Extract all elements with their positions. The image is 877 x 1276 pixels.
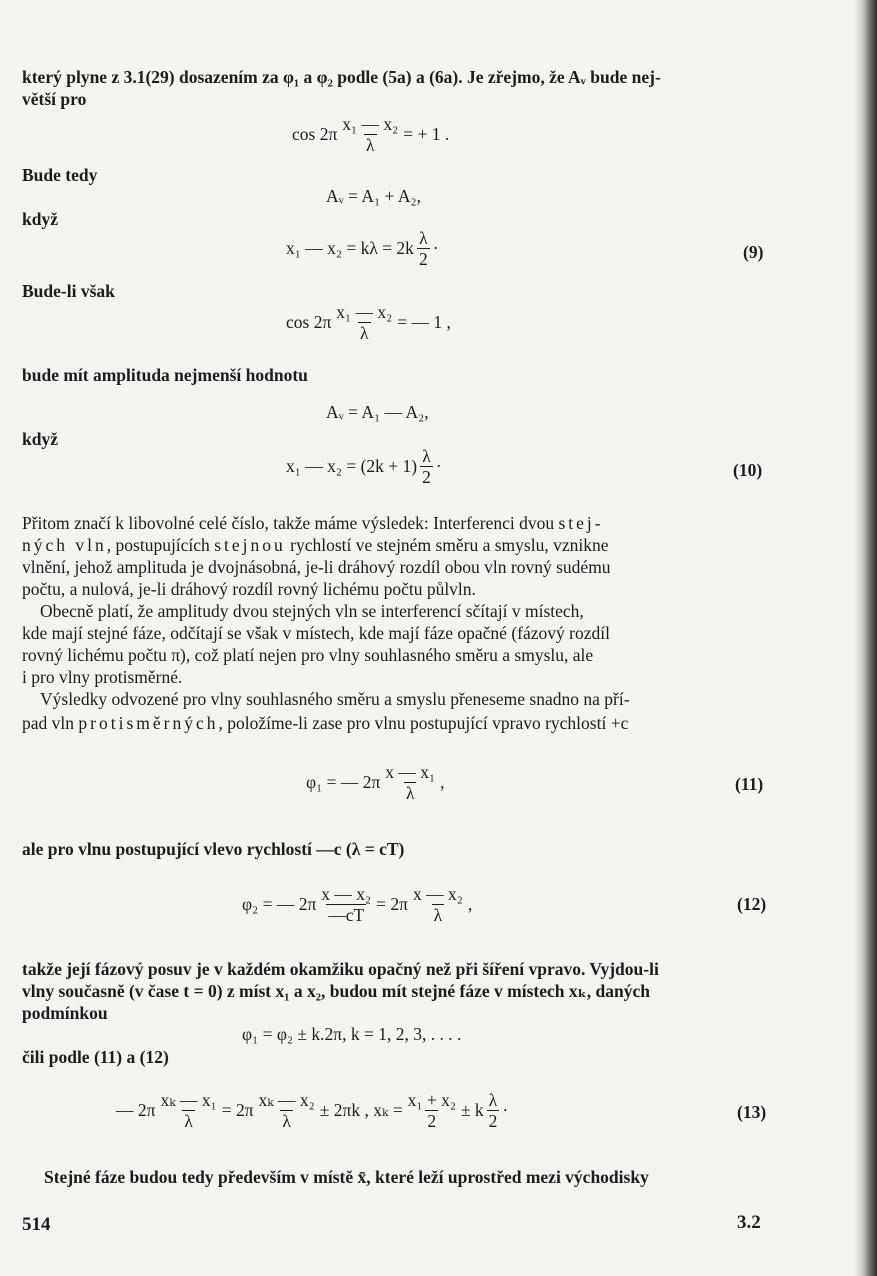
denominator: λ (405, 783, 415, 803)
numerator: λ (422, 446, 431, 466)
eq-part: = + 1 . (403, 124, 450, 144)
equation-amplitude-diff: Aᵥ = A₁ — A₂, (326, 402, 429, 422)
equation-12 (242, 884, 472, 925)
text-run: Přitom značí k libovolné celé číslo, takže máme výsledek: Interferenci dvou (22, 513, 555, 533)
page-number: 514 (22, 1214, 51, 1235)
equation-number-10: (10) (733, 460, 763, 480)
eq-part: φ₂ = — 2π (242, 894, 317, 914)
denominator: 2 (427, 1111, 437, 1131)
text-bude-tedy: Bude tedy (22, 165, 98, 185)
paragraph-2-line-1: Obecně platí, že amplitudy dvou stejných vln se interferencí sčítají v místech, (40, 601, 584, 621)
text-bude-mit: bude mít amplituda nejmenší hodnotu (22, 365, 308, 385)
fraction (257, 1090, 317, 1131)
equation-number-9: (9) (743, 242, 764, 262)
paragraph-3-line-2 (22, 712, 628, 734)
fraction (340, 114, 400, 155)
spaced-text: stejnou (214, 535, 286, 555)
eq-part: · (435, 456, 442, 476)
numerator: xₖ — x₂ (258, 1090, 315, 1110)
paragraph-2-line-4: i pro vlny protisměrné. (22, 667, 183, 687)
denominator: λ (360, 323, 369, 343)
denominator: λ (366, 135, 375, 155)
numerator: x — x₂ (412, 884, 463, 904)
eq-part: ± k (460, 1100, 484, 1120)
denominator: λ (282, 1111, 291, 1131)
fraction (334, 302, 394, 343)
section-number: 3.2 (737, 1212, 761, 1233)
equation-condition: φ₁ = φ₂ ± k.2π, k = 1, 2, 3, . . . . (242, 1024, 462, 1044)
eq-part: — 2π (116, 1100, 156, 1120)
eq-part: cos 2π (292, 124, 338, 144)
equation-number-13: (13) (737, 1102, 767, 1122)
page-binding-shadow (855, 0, 877, 1276)
equation-cos-plus (292, 114, 449, 155)
text-bude-li: Bude-li však (22, 281, 115, 301)
paragraph-3-line-1: Výsledky odvozené pro vlny souhlasného směru a smyslu přeneseme snadno na pří- (40, 689, 630, 709)
paragraph-2-line-2: kde mají stejné fáze, odčítají se však v místech, kde mají fáze opačné (fázový rozdíl (22, 623, 610, 643)
fraction (417, 228, 430, 269)
numerator: xₖ — x₁ (160, 1090, 217, 1110)
text-run: , položíme-li zase pro vlnu postupující vpravo rychlostí +c (218, 713, 629, 733)
fraction (319, 884, 373, 925)
paragraph-4-line-3: podmínkou (22, 1003, 108, 1023)
denominator: —cT (328, 905, 365, 925)
fraction (406, 1090, 458, 1131)
eq-part: x₁ — x₂ = (2k + 1) (286, 456, 418, 476)
denominator: λ (184, 1111, 193, 1131)
eq-part: φ₁ = — 2π (306, 772, 381, 792)
spaced-text: protisměrných (78, 713, 219, 733)
eq-part: x₁ — x₂ = kλ = 2k (286, 238, 414, 258)
equation-9 (286, 228, 439, 269)
numerator: x — x₂ (321, 884, 372, 904)
equation-number-12: (12) (737, 894, 767, 914)
text-kdyz-2: když (22, 429, 58, 449)
numerator: x₁ — x₂ (336, 302, 393, 322)
paragraph-4-line-1: takže její fázový posuv je v každém okamžiku opačný než při šíření vpravo. Vyjdou-li (22, 959, 659, 979)
text-run: pad vln (22, 713, 75, 733)
text-line-1: který plyne z 3.1(29) dosazením za φ₁ a φ₂ podle (5a) a (6a). Je zřejmo, že Aᵥ bude nej- (22, 67, 661, 87)
eq-part: ± 2πk , xₖ = (319, 1100, 403, 1120)
denominator: 2 (418, 249, 428, 269)
eq-part: = — 1 , (397, 312, 451, 332)
eq-part: · (432, 238, 439, 258)
eq-part: = 2π (221, 1100, 254, 1120)
numerator: x — x₁ (385, 762, 436, 782)
numerator: λ (419, 228, 428, 248)
text-run: , postupujících (106, 535, 210, 555)
spaced-text: stej- (558, 513, 604, 533)
equation-11 (306, 762, 445, 803)
spaced-text: ných vln (22, 535, 107, 555)
text-cili: čili podle (11) a (12) (22, 1047, 169, 1067)
eq-part: · (502, 1100, 509, 1120)
fraction (420, 446, 433, 487)
eq-part: cos 2π (286, 312, 332, 332)
fraction (383, 762, 437, 803)
fraction (411, 884, 465, 925)
paragraph-2-line-3: rovný lichému počtu π), což platí nejen pro vlny souhlasného směru a smyslu, ale (22, 645, 594, 665)
text-last-line: Stejné fáze budou tedy především v místě x̄, které leží uprostřed mezi východisky (44, 1167, 649, 1187)
equation-amplitude-sum: Aᵥ = A₁ + A₂, (326, 186, 421, 206)
equation-number-11: (11) (735, 774, 764, 794)
paragraph-1-line-2 (22, 534, 608, 556)
equation-10 (286, 446, 442, 487)
eq-part: , (440, 772, 445, 792)
fraction (487, 1090, 500, 1131)
denominator: 2 (422, 467, 431, 487)
numerator: x₁ + x₂ (407, 1090, 456, 1110)
text-kdyz-1: když (22, 209, 58, 229)
equation-13 (116, 1090, 508, 1131)
text-line-2: větší pro (22, 89, 87, 109)
denominator: 2 (488, 1111, 498, 1131)
eq-part: , (467, 894, 473, 914)
paragraph-4-line-2: vlny současně (v čase t = 0) z míst x₁ a x₂, budou mít stejné fáze v místech xₖ, daných (22, 981, 650, 1001)
paragraph-1-line-3: vlnění, jehož amplituda je dvojnásobná, je-li dráhový rozdíl obou vln rovný sudému (22, 557, 611, 577)
denominator: λ (433, 905, 443, 925)
fraction (158, 1090, 218, 1131)
numerator: x₁ — x₂ (342, 114, 399, 134)
paragraph-1-line-4: počtu, a nulová, je-li dráhový rozdíl rovný lichému počtu půlvln. (22, 579, 476, 599)
equation-cos-minus (286, 302, 451, 343)
eq-part: = 2π (376, 894, 408, 914)
paragraph-1-line-1 (22, 512, 604, 534)
text-ale-pro: ale pro vlnu postupující vlevo rychlostí —c (λ = cT) (22, 839, 405, 859)
text-run: rychlostí ve stejném směru a smyslu, vznikne (290, 535, 609, 555)
numerator: λ (488, 1090, 498, 1110)
